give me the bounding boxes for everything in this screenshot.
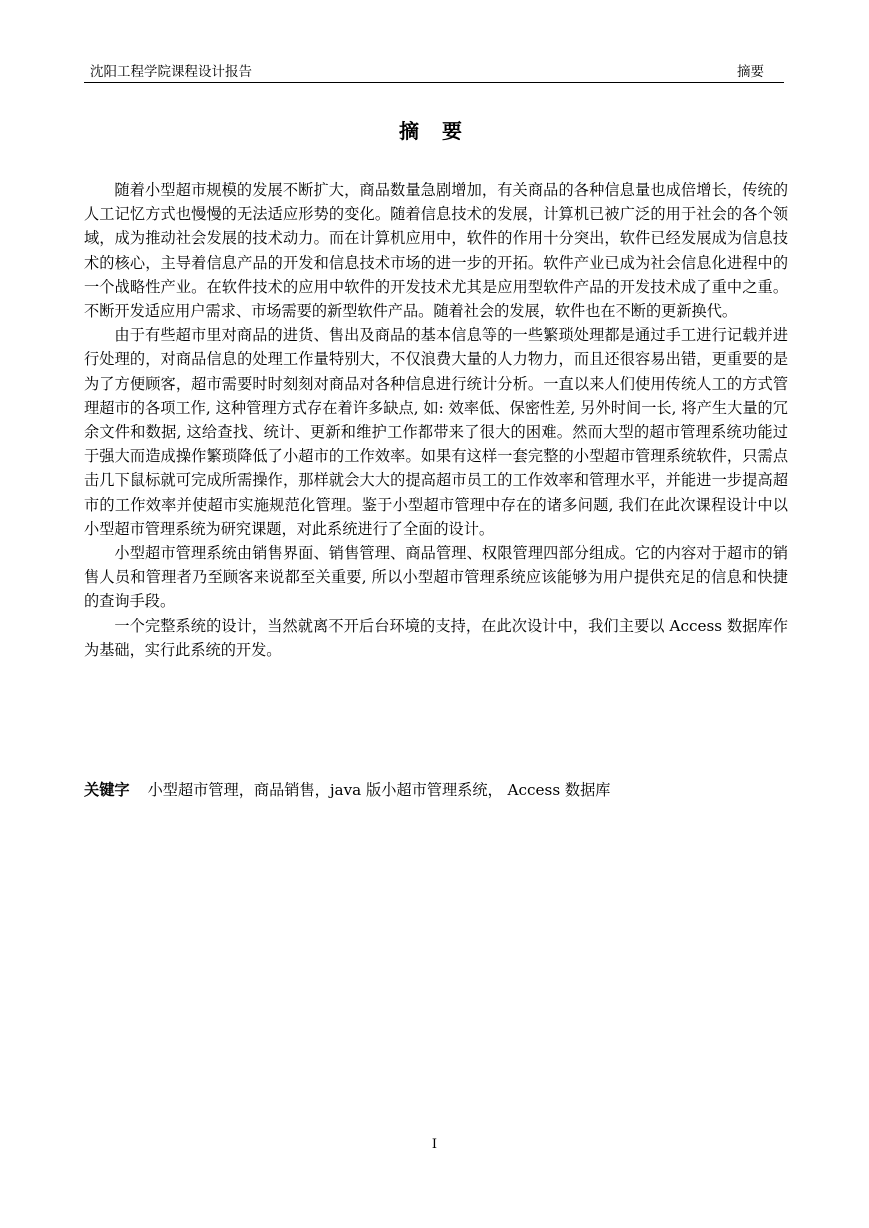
abstract-paragraph-2: 由于有些超市里对商品的进货、售出及商品的基本信息等的一些繁琐处理都是通过手工进行记载并进行处理的，对商品信息的处理工作量特别大，不仅浪费大量的人力物力，而且还很容易出错，更重要的是为了方便顾客，超市需要时时刻刻对商品对各种信息进行统计分析。一直以来人们使用传统人工的方式管理超市的各项工作, 这种管理方式存在着许多缺点, 如: 效率低、保密性差, 另外时间一长, 将产生大量的冗余文件和数据, 这给查找、统计、更新和维护工作都带来了很大的困难。然而大型的超市管理系统功能过于强大而造成操作繁琐降低了小超市的工作效率。如果有这样一套完整的小型超市管理系统软件，只需点击几下鼠标就可完成所需操作，那样就会大大的提高超市员工的工作效率和管理水平，并能进一步提高超市的工作效率并使超市实施规范化管理。鉴于小型超市管理中存在的诸多问题, 我们在此次课程设计中以小型超市管理系统为研究课题，对此系统进行了全面的设计。 — [84, 326, 788, 538]
abstract-title: 摘 要 — [399, 119, 470, 143]
abstract-paragraph-1: 随着小型超市规模的发展不断扩大，商品数量急剧增加，有关商品的各种信息量也成倍增长，传统的人工记忆方式也慢慢的无法适应形势的变化。随着信息技术的发展，计算机已被广泛的用于社会的各个领域，成为推动社会发展的技术动力。而在计算机应用中，软件的作用十分突出，软件已经发展成为信息技术的核心，主导着信息产品的开发和信息技术市场的进一步的开拓。软件产业已成为社会信息化进程中的一个战略性产业。在软件技术的应用中软件的开发技术尤其是应用型软件产品的开发技术成了重中之重。不断开发适应用户需求、市场需要的新型软件产品。随着社会的发展，软件也在不断的更新换代。 — [84, 181, 788, 321]
header-section-name: 摘要 — [737, 64, 764, 80]
page-number: I — [431, 1137, 438, 1152]
page-header — [84, 62, 784, 83]
keywords-text: 小型超市管理，商品销售，java 版小超市管理系统， Access 数据库 — [147, 781, 611, 799]
keywords-line — [84, 778, 788, 802]
header-report-title: 沈阳工程学院课程设计报告 — [90, 64, 252, 80]
abstract-paragraph-4: 一个完整系统的设计，当然就离不开后台环境的支持，在此次设计中，我们主要以 Access 数据库作为基础，实行此系统的开发。 — [84, 616, 788, 659]
abstract-body — [84, 178, 788, 662]
keywords-label: 关键字 — [84, 781, 130, 799]
abstract-paragraph-3: 小型超市管理系统由销售界面、销售管理、商品管理、权限管理四部分组成。它的内容对于超市的销售人员和管理者乃至顾客来说都至关重要, 所以小型超市管理系统应该能够为用户提供充足的信息和快捷的查询手段。 — [84, 544, 788, 611]
